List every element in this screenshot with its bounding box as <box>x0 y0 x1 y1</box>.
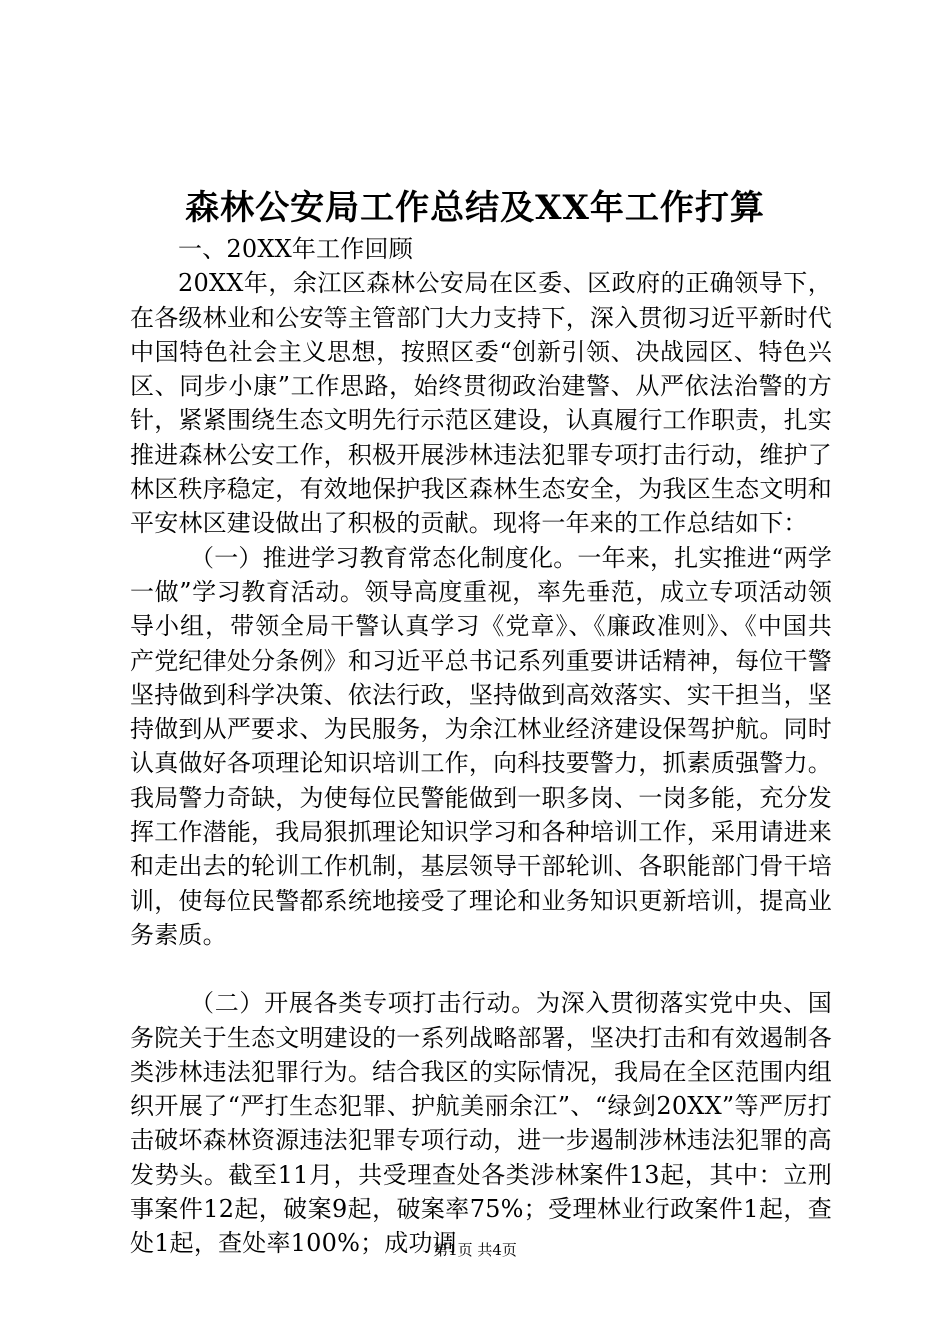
document-body <box>130 232 832 1261</box>
document-title: 森林公安局工作总结及XX年工作打算 <box>185 188 765 228</box>
paragraph-spacer <box>130 952 832 986</box>
section-heading: 一、20XX年工作回顾 <box>178 235 413 263</box>
body-paragraph: （二）开展各类专项打击行动。为深入贯彻落实党中央、国务院关于生态文明建设的一系列战略部署，坚决打击和有效遏制各类涉林违法犯罪行为。结合我区的实际情况，我局在全区范围内组织开展了“严打生态犯罪、护航美丽余江”、“绿剑20XX”等严厉打击破坏森林资源违法犯罪专项行动，进一步遏制涉林违法犯罪的高发势头。截至11月，共受理查处各类涉林案件13起，其中：立刑事案件12起，破案9起，破案率75%；受理林业行政案件1起，查处1起，查处率100%；成功调 <box>130 989 832 1258</box>
body-paragraph: 20XX年，余江区森林公安局在区委、区政府的正确领导下，在各级林业和公安等主管部门大力支持下，深入贯彻习近平新时代中国特色社会主义思想，按照区委“创新引领、决战园区、特色兴区、同步小康”工作思路，始终贯彻政治建警、从严依法治警的方针，紧紧围绕生态文明先行示范区建设，认真履行工作职责，扎实推进森林公安工作，积极开展涉林违法犯罪专项打击行动，维护了林区秩序稳定，有效地保护我区森林生态安全，为我区生态文明和平安林区建设做出了积极的贡献。现将一年来的工作总结如下： <box>130 269 832 538</box>
page-footer: 第1页 共4页 <box>433 1241 517 1259</box>
body-paragraph: （一）推进学习教育常态化制度化。一年来，扎实推进“两学一做”学习教育活动。领导高度重视，率先垂范，成立专项活动领导小组，带领全局干警认真学习《党章》、《廉政准则》、《中国共产党纪律处分条例》和习近平总书记系列重要讲话精神，每位干警坚持做到科学决策、依法行政，坚持做到高效落实、实干担当，坚持做到从严要求、为民服务，为余江林业经济建设保驾护航。同时认真做好各项理论知识培训工作，向科技要警力，抓素质强警力。我局警力奇缺，为使每位民警能做到一职多岗、一岗多能，充分发挥工作潜能，我局狠抓理论知识学习和各种培训工作，采用请进来和走出去的轮训工作机制，基层领导干部轮训、各职能部门骨干培训，使每位民警都系统地接受了理论和业务知识更新培训，提高业务素质。 <box>130 543 832 949</box>
